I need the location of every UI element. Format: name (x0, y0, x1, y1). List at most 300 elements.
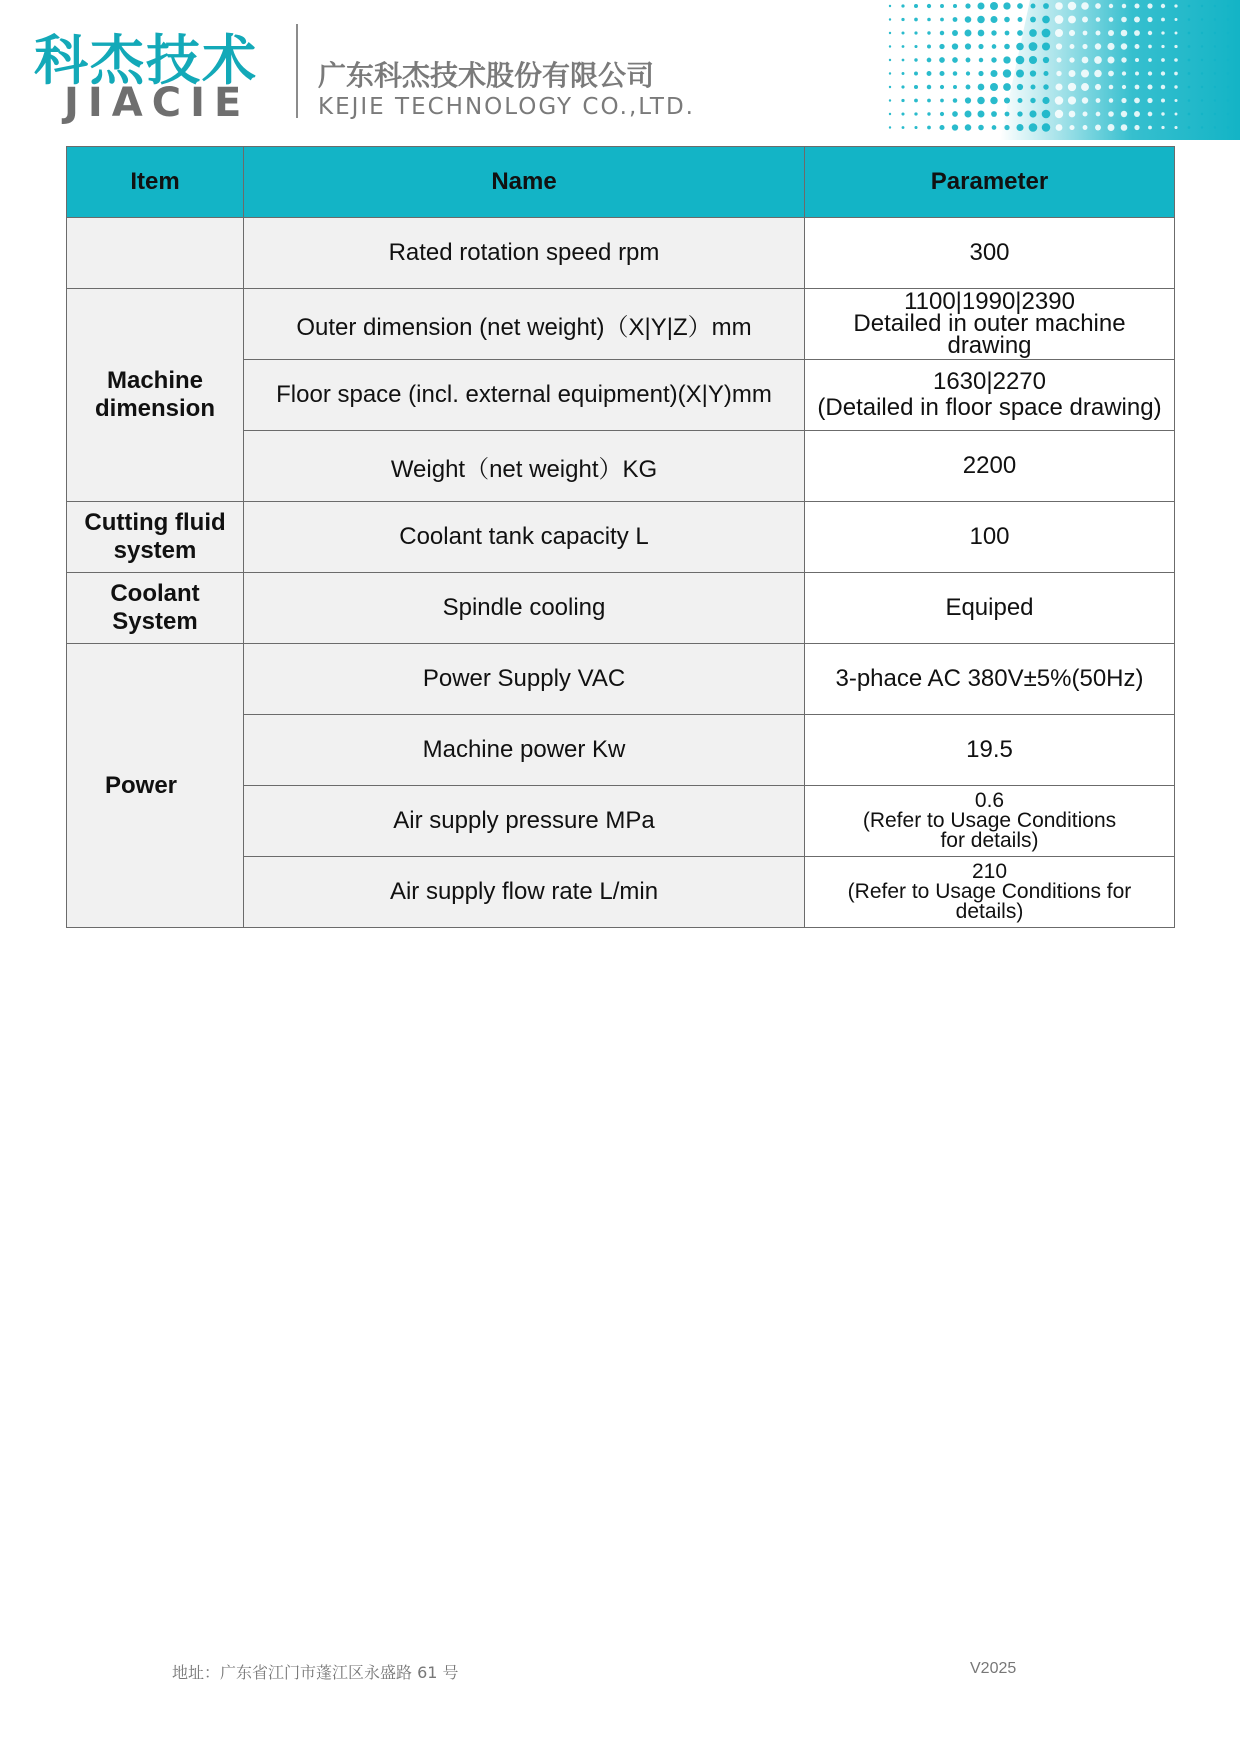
decor-dot (927, 31, 930, 34)
decor-dot (1148, 45, 1152, 49)
decor-dot (1188, 45, 1191, 48)
decor-dot (1069, 70, 1076, 77)
decor-dot (1081, 2, 1089, 10)
decor-dot (979, 58, 983, 62)
item-cutting-fluid: Cutting fluid system (67, 502, 244, 573)
decor-dot (927, 18, 931, 22)
decor-dot (1134, 17, 1140, 23)
decor-dot (953, 4, 957, 8)
decor-dot (927, 71, 932, 76)
decor-dot (1174, 85, 1177, 88)
decor-dot (1174, 58, 1178, 62)
decor-dot (1096, 98, 1101, 103)
decor-dot (966, 85, 971, 90)
decor-dot (1122, 4, 1126, 8)
decor-dot (1161, 31, 1164, 34)
decor-dot (1201, 59, 1203, 61)
decor-dot (1214, 18, 1216, 20)
decor-dot (1161, 85, 1165, 89)
decor-dot (889, 72, 891, 74)
name-cell: Outer dimension (net weight)（X|Y|Z）mm (244, 289, 805, 360)
decor-dot (1095, 43, 1101, 49)
decor-dot (1082, 97, 1088, 103)
decor-dot (1121, 57, 1126, 62)
decor-dot (952, 111, 958, 117)
decor-dot (1068, 96, 1076, 104)
decor-dot (1005, 31, 1010, 36)
decor-dot (1227, 99, 1229, 101)
item-machine-dimension: Machine dimension (67, 289, 244, 502)
decor-dot (1003, 56, 1010, 63)
decor-dot (902, 126, 905, 129)
decor-dot (1042, 110, 1051, 119)
decor-dot (1161, 58, 1165, 62)
decor-dot (1201, 18, 1203, 20)
footer-address: 地址：广东省江门市蓬江区永盛路 61 号 (172, 1663, 459, 1682)
decor-dot (1030, 84, 1035, 89)
decor-dot (1214, 99, 1216, 101)
decor-dot (1201, 5, 1203, 7)
decor-dot (1004, 17, 1010, 23)
decor-dot (1135, 85, 1140, 90)
item-power: Power (67, 644, 244, 928)
decor-dot (1121, 111, 1127, 117)
decor-dot (977, 110, 984, 117)
decor-dot (991, 57, 996, 62)
name-cell: Air supply pressure MPa (244, 786, 805, 857)
decor-dot (1042, 29, 1051, 38)
decor-dot (1108, 124, 1115, 131)
decor-dot (966, 71, 970, 75)
table-row (67, 644, 1175, 715)
decor-dot (1003, 69, 1011, 77)
decor-dot (1109, 98, 1113, 102)
decor-dot (1109, 4, 1113, 8)
decor-dot (1214, 32, 1216, 34)
decor-dot (1188, 72, 1191, 75)
param-cell: 1100|1990|2390 Detailed in outer machine drawing (805, 289, 1175, 360)
logo-chinese: 科杰技术 (34, 29, 258, 92)
decor-dot (914, 99, 918, 103)
decor-dot (1135, 72, 1139, 76)
decor-dot (914, 85, 918, 89)
decor-dot (1174, 45, 1177, 48)
decor-dot (953, 98, 958, 103)
footer-version: V2025 (970, 1660, 1017, 1677)
company-name-chinese: 广东科杰技术股份有限公司 (318, 59, 655, 92)
decor-dot (902, 59, 905, 62)
decor-dot (1227, 18, 1229, 20)
decor-dot (1227, 126, 1229, 128)
decor-dot (1043, 71, 1048, 76)
table-row (67, 289, 1175, 360)
item-cell-empty (67, 218, 244, 289)
decor-dot (1016, 70, 1024, 78)
decor-dot (1069, 111, 1076, 118)
decor-dot (1042, 97, 1049, 104)
decor-dot (1214, 126, 1216, 128)
decor-dot (1147, 3, 1152, 8)
decor-dot (1121, 124, 1128, 131)
decor-dot (1107, 43, 1114, 50)
decor-dot (965, 111, 972, 118)
decor-dot (1018, 98, 1023, 103)
decor-dot (1004, 44, 1010, 50)
decor-dot (1161, 18, 1165, 22)
decor-dot (927, 58, 932, 63)
decor-dot (1161, 126, 1164, 129)
decor-dot (991, 30, 996, 35)
decor-dot (927, 99, 931, 103)
decor-dot (1227, 32, 1229, 34)
decor-dot (1108, 30, 1114, 36)
decor-dot (1029, 110, 1036, 117)
decor-dot (889, 5, 891, 7)
decor-dot (991, 111, 997, 117)
decor-dot (1161, 45, 1164, 48)
decor-dot (978, 71, 983, 76)
header-name: Name (244, 147, 805, 218)
decor-dot (1043, 57, 1049, 63)
decor-dot (1122, 71, 1126, 75)
decor-dot (889, 45, 891, 47)
decor-dot (1055, 110, 1063, 118)
decor-dot (1201, 113, 1203, 115)
decor-dot (1068, 83, 1076, 91)
decor-dot (977, 16, 985, 24)
decor-dot (1056, 43, 1062, 49)
decor-dot (914, 126, 917, 129)
decor-dot (992, 125, 997, 130)
decor-dot (939, 57, 945, 63)
decor-dot (940, 85, 944, 89)
decor-dot (1188, 5, 1191, 8)
decor-dot (1214, 72, 1216, 74)
decor-dot (1148, 126, 1152, 130)
decor-dot (927, 4, 931, 8)
decor-dot (965, 97, 971, 103)
name-cell: Spindle cooling (244, 573, 805, 644)
decor-dot (978, 30, 985, 37)
decor-dot (1188, 113, 1191, 116)
decor-dot (927, 112, 930, 115)
decor-dot (953, 17, 958, 22)
decor-dot (1135, 44, 1140, 49)
decor-dot (1096, 31, 1101, 36)
decor-dot (1227, 5, 1229, 7)
decor-dot (1016, 124, 1023, 131)
decor-dot (1214, 45, 1216, 47)
decor-dot (1161, 71, 1165, 75)
decor-dot (1042, 42, 1050, 50)
decor-dot (952, 124, 958, 130)
name-cell: Air supply flow rate L/min (244, 857, 805, 928)
decor-dot (1175, 32, 1178, 35)
decor-dot (990, 16, 997, 23)
decor-dot (978, 44, 983, 49)
decor-dot (927, 126, 931, 130)
decor-dot (1081, 69, 1089, 77)
decor-dot (1096, 17, 1101, 22)
decor-dot (1056, 71, 1061, 76)
decor-dot (1201, 45, 1203, 47)
decor-dot (1175, 113, 1178, 116)
decor-dot (990, 70, 997, 77)
decor-dot (1174, 4, 1177, 7)
decor-dot (1188, 86, 1191, 89)
decor-dot (901, 31, 904, 34)
param-cell: 2200 (805, 431, 1175, 502)
decor-dot (1005, 112, 1010, 117)
decor-dot (1201, 86, 1203, 88)
decor-dot (1004, 97, 1010, 103)
decor-dot (1018, 17, 1023, 22)
table-row (67, 502, 1175, 573)
decor-dot (1017, 111, 1022, 116)
decor-dot (965, 124, 972, 131)
decor-dot (1174, 126, 1177, 129)
param-cell: 19.5 (805, 715, 1175, 786)
decor-dot (1188, 18, 1191, 21)
decor-dot (1083, 31, 1088, 36)
decor-dot (1030, 70, 1036, 76)
decor-dot (1003, 2, 1010, 9)
decor-dot (965, 30, 972, 37)
decor-dot (939, 44, 944, 49)
decor-dot (1122, 85, 1126, 89)
name-cell: Power Supply VAC (244, 644, 805, 715)
decor-dot (1175, 18, 1178, 21)
decor-dot (1056, 124, 1063, 131)
param-cell: 1630|2270 (Detailed in floor space drawing) (805, 360, 1175, 431)
decor-dot (1134, 111, 1140, 117)
param-cell: 210 (Refer to Usage Conditions for details) (805, 857, 1175, 928)
decor-dot (901, 18, 904, 21)
decor-dot (1083, 112, 1088, 117)
decor-dot (1108, 111, 1114, 117)
decor-dot (965, 3, 970, 8)
decor-dot (1214, 113, 1216, 115)
decor-dot (1227, 45, 1229, 47)
decor-dot (1069, 57, 1074, 62)
decor-dot (1147, 98, 1152, 103)
decor-dot (1042, 123, 1050, 131)
param-cell: 0.6 (Refer to Usage Conditions for details) (805, 786, 1175, 857)
decor-dot (1043, 3, 1049, 9)
decor-dot (1017, 84, 1023, 90)
decor-dot (1161, 4, 1165, 8)
decor-dot (1042, 16, 1050, 24)
decor-dot (1003, 83, 1011, 91)
header-parameter: Parameter (805, 147, 1175, 218)
decor-dot (1134, 30, 1140, 36)
decor-dot (978, 125, 984, 131)
decor-dot (939, 125, 944, 130)
decor-dot (940, 31, 944, 35)
decor-dot (1201, 126, 1203, 128)
decor-dot (1029, 42, 1038, 51)
decor-dot (1148, 71, 1152, 75)
decor-dot (1201, 72, 1203, 74)
decor-dot (1017, 3, 1023, 9)
decor-dot (1121, 43, 1127, 49)
decor-dot (1031, 4, 1036, 9)
decor-dot (953, 71, 958, 76)
decor-dot (1227, 113, 1229, 115)
decor-dot (1094, 56, 1102, 64)
decor-dot (914, 18, 918, 22)
decor-dot (1016, 56, 1025, 65)
decor-dot (1029, 29, 1037, 37)
spec-table (66, 146, 1175, 928)
decor-dot (914, 31, 917, 34)
decor-dot (1148, 112, 1153, 117)
decor-dot (1030, 98, 1035, 103)
decor-dot (1082, 17, 1088, 23)
decor-dot (914, 72, 918, 76)
decor-dot (952, 43, 958, 49)
decor-dot (1082, 44, 1087, 49)
param-cell: 300 (805, 218, 1175, 289)
decor-dot (1109, 85, 1114, 90)
decor-dot (1017, 30, 1023, 36)
name-cell: Floor space (incl. external equipment)(X|Y)mm (244, 360, 805, 431)
decor-dot (1029, 123, 1038, 132)
name-cell: Rated rotation speed rpm (244, 218, 805, 289)
decor-dot (889, 113, 891, 115)
decor-dot (1201, 32, 1203, 34)
decor-dot (1029, 56, 1037, 64)
decor-dot (1134, 98, 1140, 104)
decor-dot (1095, 3, 1101, 9)
decor-dot (914, 58, 917, 61)
decor-dot (965, 43, 971, 49)
decor-dot (978, 84, 985, 91)
decor-dot (990, 2, 998, 10)
decor-dot (889, 99, 891, 101)
decor-dot (1121, 30, 1128, 37)
decor-dot (901, 4, 904, 7)
decor-dot (1055, 29, 1063, 37)
decor-dot (940, 4, 944, 8)
decor-dot (1161, 98, 1165, 102)
decor-dot (1055, 83, 1062, 90)
decor-dot (1083, 125, 1088, 130)
decor-dot (953, 85, 957, 89)
name-cell: Machine power Kw (244, 715, 805, 786)
decor-dot (1055, 96, 1064, 105)
decor-dot (952, 57, 958, 63)
decor-dot (940, 112, 944, 116)
decor-dot (1214, 59, 1216, 61)
param-cell: 3-phace AC 380V±5%(50Hz) (805, 644, 1175, 715)
decor-dot (914, 4, 918, 8)
decor-dot (939, 71, 944, 76)
decor-dot (1148, 58, 1152, 62)
decor-dot (1057, 58, 1062, 63)
decor-dot (1016, 43, 1024, 51)
decor-dot (1055, 15, 1064, 24)
decor-dot (1161, 112, 1164, 115)
decor-dot (1030, 17, 1036, 23)
decor-dot (1188, 32, 1191, 35)
decor-dot (1081, 83, 1089, 91)
decor-dot (1214, 5, 1216, 7)
decor-dot (1174, 99, 1177, 102)
decor-dot (1109, 17, 1114, 22)
decor-dot (1095, 84, 1101, 90)
decor-dot (889, 126, 891, 128)
decor-dot (889, 18, 891, 20)
decor-dot (1108, 71, 1114, 77)
decor-dot (1214, 86, 1216, 88)
decor-dot (1147, 84, 1152, 89)
company-name-english: KEJIE TECHNOLOGY CO.,LTD. (318, 94, 695, 120)
decor-dot (990, 83, 998, 91)
decor-dot (1188, 59, 1191, 62)
decor-dot (1094, 70, 1102, 78)
decor-dot (1055, 2, 1063, 10)
header-item: Item (67, 147, 244, 218)
decor-dot (1107, 56, 1114, 63)
decor-dot (901, 99, 904, 102)
decor-dot (1188, 126, 1191, 129)
param-cell: 100 (805, 502, 1175, 573)
decor-dot (966, 58, 971, 63)
decor-dot (889, 59, 891, 61)
decor-dot (1068, 16, 1076, 24)
decor-dot (1201, 99, 1203, 101)
decor-dot (1147, 17, 1152, 22)
decor-dot (1227, 59, 1229, 61)
decor-dot (889, 86, 891, 88)
decor-dot (990, 97, 997, 104)
decor-dot (1121, 17, 1127, 23)
decor-dot (940, 99, 944, 103)
header-divider (296, 24, 298, 118)
decor-dot (952, 30, 958, 36)
decor-dot (1134, 125, 1139, 130)
decor-dot (1069, 30, 1075, 36)
decor-dot (1135, 58, 1139, 62)
gradient-band (1000, 0, 1240, 140)
decor-dot (1069, 125, 1074, 130)
decor-dot (1227, 86, 1229, 88)
decor-dot (1096, 112, 1101, 117)
decor-dot (901, 112, 904, 115)
decor-dot (927, 85, 931, 89)
decor-dot (927, 45, 931, 49)
decor-dot (1174, 72, 1178, 76)
decor-dot (1121, 98, 1126, 103)
decor-dot (1082, 57, 1089, 64)
name-cell: Coolant tank capacity L (244, 502, 805, 573)
item-coolant-system: Coolant System (67, 573, 244, 644)
decor-dot (1148, 31, 1152, 35)
decor-dot (992, 44, 997, 49)
decor-dot (902, 45, 905, 48)
decor-dot (940, 18, 944, 22)
decor-dot (914, 45, 917, 48)
decor-dot (902, 72, 905, 75)
table-row (67, 218, 1175, 289)
decor-dot (1134, 3, 1139, 8)
logo-english: JIACIE (64, 80, 251, 126)
dot-pattern-decoration (880, 0, 1240, 140)
decor-dot (977, 97, 985, 105)
decor-dot (1188, 99, 1191, 102)
decor-dot (1004, 125, 1009, 130)
